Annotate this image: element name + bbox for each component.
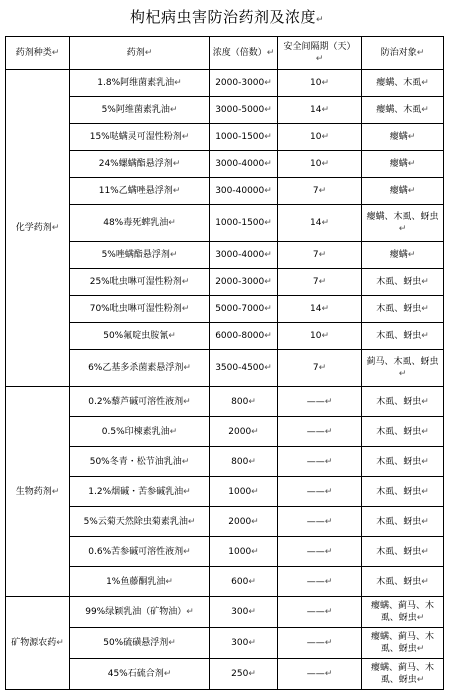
- agent-cell: 70%吡虫啉可湿性粉剂↵: [70, 296, 210, 323]
- target-cell: 木虱、蚜虫↵: [362, 387, 444, 417]
- table-row: [6, 567, 444, 597]
- safety-interval-cell: 10↵: [278, 70, 362, 97]
- agent-cell: 1.2%烟碱・苦参碱乳油↵: [70, 477, 210, 507]
- header-safety-interval: 安全间隔期（天）↵: [278, 37, 362, 70]
- agent-cell: 50%硫磺悬浮剂↵: [70, 628, 210, 659]
- target-cell: 木虱、蚜虫↵: [362, 296, 444, 323]
- concentration-cell: 3000-5000↵: [210, 97, 278, 124]
- safety-interval-cell: 10↵: [278, 124, 362, 151]
- table-row: [6, 387, 444, 417]
- concentration-cell: 300↵: [210, 597, 278, 628]
- safety-interval-cell: ——↵: [278, 507, 362, 537]
- table-row: [6, 124, 444, 151]
- concentration-cell: 3000-4000↵: [210, 151, 278, 178]
- table-row: [6, 477, 444, 507]
- safety-interval-cell: 7↵: [278, 178, 362, 205]
- concentration-cell: 2000↵: [210, 507, 278, 537]
- safety-interval-cell: ——↵: [278, 387, 362, 417]
- target-cell: 瘿螨↵: [362, 178, 444, 205]
- target-cell: 瘿螨↵: [362, 151, 444, 178]
- agent-cell: 0.2%藜芦碱可溶性液剂↵: [70, 387, 210, 417]
- agent-cell: 1%鱼藤酮乳油↵: [70, 567, 210, 597]
- target-cell: 木虱、蚜虫↵: [362, 447, 444, 477]
- agent-cell: 24%螺螨酯悬浮剂↵: [70, 151, 210, 178]
- safety-interval-cell: 7↵: [278, 269, 362, 296]
- concentration-cell: 300-40000↵: [210, 178, 278, 205]
- table-header-row: [6, 37, 444, 70]
- table-row: [6, 659, 444, 690]
- target-cell: 蓟马、木虱、蚜虫↵: [362, 350, 444, 387]
- concentration-cell: 250↵: [210, 659, 278, 690]
- page-title: 枸杞病虫害防治药剂及浓度↵: [129, 8, 325, 26]
- safety-interval-cell: ——↵: [278, 659, 362, 690]
- target-cell: 瘿螨↵: [362, 242, 444, 269]
- concentration-cell: 2000-3000↵: [210, 70, 278, 97]
- concentration-cell: 6000-8000↵: [210, 323, 278, 350]
- agent-cell: 99%绿颖乳油（矿物油）↵: [70, 597, 210, 628]
- concentration-cell: 1000-1500↵: [210, 124, 278, 151]
- concentration-cell: 5000-7000↵: [210, 296, 278, 323]
- header-target: 防治对象↵: [362, 37, 444, 70]
- target-cell: 木虱、蚜虫↵: [362, 417, 444, 447]
- target-cell: 瘿螨、蓟马、木虱、蚜虫↵: [362, 628, 444, 659]
- concentration-cell: 1000↵: [210, 537, 278, 567]
- table-row: [6, 417, 444, 447]
- table-row: [6, 597, 444, 628]
- category-cell: 生物药剂↵: [6, 387, 70, 597]
- concentration-cell: 2000↵: [210, 417, 278, 447]
- target-cell: 瘿螨、蓟马、木虱、蚜虫↵: [362, 659, 444, 690]
- table-row: [6, 296, 444, 323]
- concentration-cell: 600↵: [210, 567, 278, 597]
- concentration-cell: 800↵: [210, 387, 278, 417]
- agent-cell: 25%吡虫啉可湿性粉剂↵: [70, 269, 210, 296]
- agent-cell: 5%唑螨酯悬浮剂↵: [70, 242, 210, 269]
- table-row: [6, 242, 444, 269]
- safety-interval-cell: 10↵: [278, 151, 362, 178]
- target-cell: 木虱、蚜虫↵: [362, 507, 444, 537]
- target-cell: 木虱、蚜虫↵: [362, 567, 444, 597]
- safety-interval-cell: ——↵: [278, 477, 362, 507]
- table-row: [6, 151, 444, 178]
- header-type: 药剂种类↵: [6, 37, 70, 70]
- table-row: [6, 323, 444, 350]
- safety-interval-cell: 7↵: [278, 242, 362, 269]
- target-cell: 瘿螨、木虱↵: [362, 97, 444, 124]
- table-row: [6, 70, 444, 97]
- safety-interval-cell: ——↵: [278, 567, 362, 597]
- safety-interval-cell: 10↵: [278, 323, 362, 350]
- safety-interval-cell: 14↵: [278, 205, 362, 242]
- table-row: [6, 350, 444, 387]
- agent-cell: 5%阿维菌素乳油↵: [70, 97, 210, 124]
- header-concentration: 浓度（倍数）↵: [210, 37, 278, 70]
- table-row: [6, 97, 444, 124]
- agent-cell: 6%乙基多杀菌素悬浮剂↵: [70, 350, 210, 387]
- agent-cell: 0.5%印楝素乳油↵: [70, 417, 210, 447]
- target-cell: 瘿螨↵: [362, 124, 444, 151]
- agent-cell: 48%毒死蜱乳油↵: [70, 205, 210, 242]
- table-row: [6, 178, 444, 205]
- agent-cell: 0.6%苦参碱可溶性液剂↵: [70, 537, 210, 567]
- header-agent: 药剂↵: [70, 37, 210, 70]
- category-cell: 矿物源农药↵: [6, 597, 70, 690]
- concentration-cell: 1000-1500↵: [210, 205, 278, 242]
- pesticide-table: [5, 36, 444, 690]
- concentration-cell: 3000-4000↵: [210, 242, 278, 269]
- target-cell: 木虱、蚜虫↵: [362, 537, 444, 567]
- concentration-cell: 1000↵: [210, 477, 278, 507]
- safety-interval-cell: ——↵: [278, 447, 362, 477]
- table-row: [6, 507, 444, 537]
- table-row: [6, 269, 444, 296]
- agent-cell: 1.8%阿维菌素乳油↵: [70, 70, 210, 97]
- concentration-cell: 800↵: [210, 447, 278, 477]
- concentration-cell: 3500-4500↵: [210, 350, 278, 387]
- table-row: [6, 537, 444, 567]
- agent-cell: 45%石硫合剂↵: [70, 659, 210, 690]
- agent-cell: 15%哒螨灵可湿性粉剂↵: [70, 124, 210, 151]
- table-row: [6, 628, 444, 659]
- concentration-cell: 2000-3000↵: [210, 269, 278, 296]
- table-row: [6, 447, 444, 477]
- target-cell: 木虱、蚜虫↵: [362, 269, 444, 296]
- target-cell: 木虱、蚜虫↵: [362, 323, 444, 350]
- safety-interval-cell: 14↵: [278, 296, 362, 323]
- target-cell: 瘿螨、木虱、蚜虫↵: [362, 205, 444, 242]
- safety-interval-cell: ——↵: [278, 537, 362, 567]
- agent-cell: 5%云菊天然除虫菊素乳油↵: [70, 507, 210, 537]
- safety-interval-cell: 14↵: [278, 97, 362, 124]
- category-cell: 化学药剂↵: [6, 70, 70, 387]
- target-cell: 瘿螨、蓟马、木虱、蚜虫↵: [362, 597, 444, 628]
- target-cell: 瘿螨、木虱↵: [362, 70, 444, 97]
- target-cell: 木虱、蚜虫↵: [362, 477, 444, 507]
- safety-interval-cell: ——↵: [278, 597, 362, 628]
- safety-interval-cell: ——↵: [278, 628, 362, 659]
- safety-interval-cell: 7↵: [278, 350, 362, 387]
- agent-cell: 50%冬青・松节油乳油↵: [70, 447, 210, 477]
- concentration-cell: 300↵: [210, 628, 278, 659]
- agent-cell: 50%氟啶虫胺氰↵: [70, 323, 210, 350]
- safety-interval-cell: ——↵: [278, 417, 362, 447]
- table-row: [6, 205, 444, 242]
- agent-cell: 11%乙螨唑悬浮剂↵: [70, 178, 210, 205]
